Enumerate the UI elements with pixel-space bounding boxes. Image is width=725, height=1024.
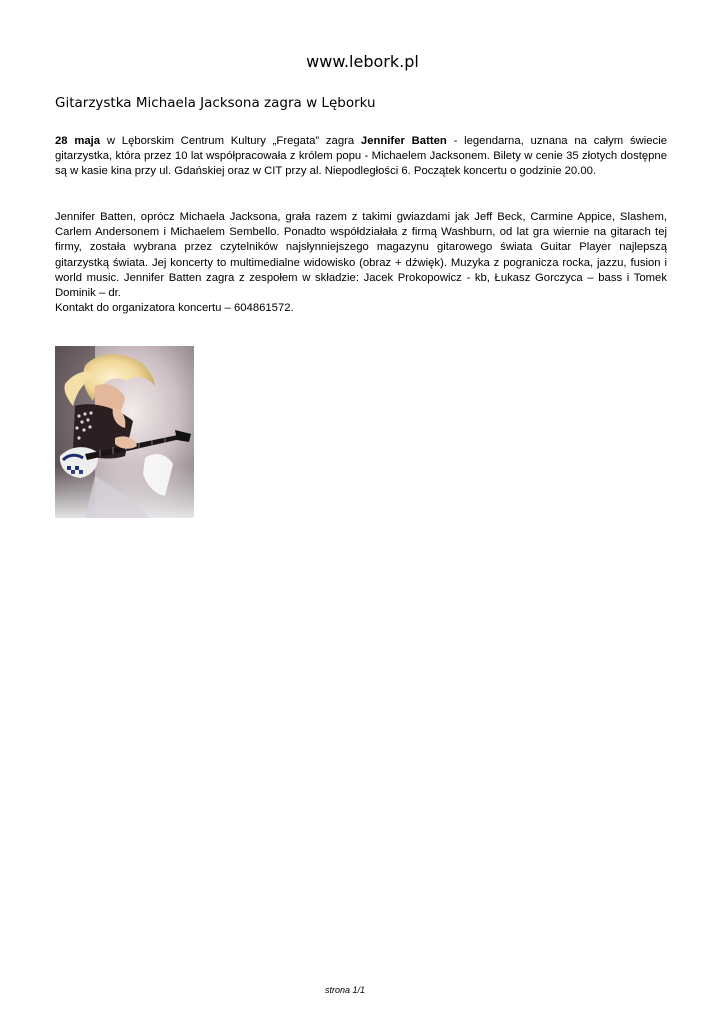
intro-text-part-1: w Lęborskim Centrum Kultury „Fregata” zagra: [100, 135, 361, 147]
contact-text: Kontakt do organizatora koncertu – 604861572.: [55, 302, 294, 314]
article-paragraph-contact: [55, 301, 667, 316]
article-title: Gitarzystka Michaela Jacksona zagra w Lęborku: [55, 95, 376, 111]
site-header: www.lebork.pl: [306, 52, 419, 71]
article-paragraph-bio: [55, 210, 667, 301]
artist-name: Jennifer Batten: [360, 135, 447, 147]
intro-text-part-2: - legendarna, uznana na całym świecie gitarzystka, która przez 10 lat współpracowała z królem popu - Michaelem Jacksonem. Bilety w cenie 35 złotych dostępne są w kasie kina przy ul. Gdańskiej oraz w CIT przy al. Niepodległości 6. Początek koncertu o godzinie 20.00.: [55, 135, 668, 178]
concert-date: 28 maja: [55, 135, 101, 147]
bio-text: Jennifer Batten, oprócz Michaela Jacksona, grała razem z takimi gwiazdami jak Jeff Beck, Carmine Appice, Slashem, Carlem Andersonem i Michaelem Sembello. Ponadto współdziałała z firmą Washburn, od lat gra wiernie na gitarach tej firmy, została wybrana przez czytelników najsłynniejszego magazynu gitarowego świata Guitar Player najlepszą gitarzystką świata. Jej koncerty to multimedialne widowisko (obraz + dźwięk). Muzyka z pogranicza rocka, jazzu, fusion i world music. Jennifer Batten zagra z zespołem w składzie: Jacek Prokopowicz - kb, Łukasz Gorczyca – bass i Tomek Dominik – dr.: [55, 211, 667, 300]
guitarist-photo: [55, 346, 194, 518]
intro-text: [55, 134, 667, 180]
page-number: strona 1/1: [324, 985, 366, 995]
article-paragraph-intro: [55, 134, 667, 180]
